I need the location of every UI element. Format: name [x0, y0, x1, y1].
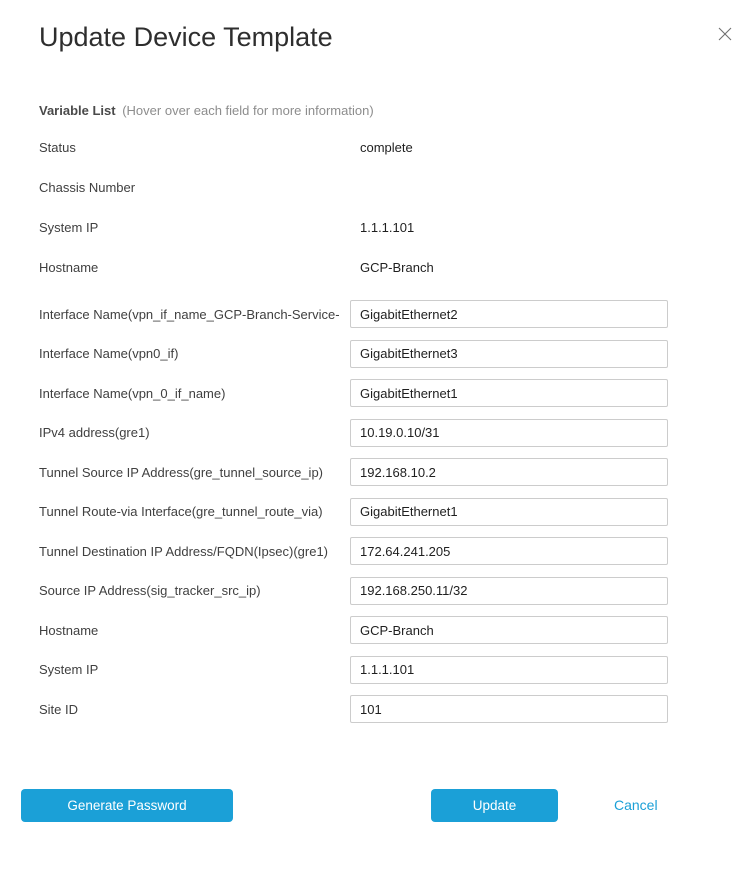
editable-field-list [39, 300, 752, 723]
field-label: Interface Name(vpn_0_if_name) [39, 385, 226, 401]
close-icon-glyph [718, 27, 732, 41]
dialog-content [0, 20, 752, 723]
update-button[interactable]: Update [431, 789, 558, 822]
field-label: Interface Name(vpn_if_name_GCP-Branch-Service- [39, 306, 340, 322]
editable-field-row [39, 300, 752, 328]
field-input[interactable] [350, 537, 668, 565]
field-input[interactable] [350, 656, 668, 684]
field-value: 1.1.1.101 [360, 220, 415, 235]
editable-field-row [39, 537, 752, 565]
editable-field-row [39, 695, 752, 723]
field-value: complete [360, 140, 413, 155]
variable-list-heading: Variable List [39, 103, 116, 118]
field-label: Interface Name(vpn0_if) [39, 346, 179, 361]
editable-field-row [39, 379, 752, 407]
field-input[interactable] [350, 577, 668, 605]
field-input[interactable] [350, 379, 668, 407]
field-label: Hostname [39, 622, 99, 638]
editable-field-row [39, 340, 752, 368]
field-input[interactable] [350, 340, 668, 368]
readonly-field-row [39, 260, 752, 276]
field-label: Tunnel Destination IP Address/FQDN(Ipsec)(gre1) [39, 543, 329, 559]
dialog-title: Update Device Template [39, 22, 333, 52]
field-label: System IP [39, 662, 99, 677]
update-device-template-dialog [0, 20, 752, 885]
field-label: Tunnel Source IP Address(gre_tunnel_source_ip) [39, 464, 324, 480]
field-value [350, 180, 360, 196]
field-input[interactable] [350, 616, 668, 644]
readonly-field-row [39, 140, 752, 156]
field-label: System IP [39, 220, 99, 235]
field-input[interactable] [350, 458, 668, 486]
readonly-field-row [39, 220, 752, 236]
editable-field-row [39, 616, 752, 644]
readonly-field-list [39, 140, 752, 276]
variable-list-note: (Hover over each field for more information) [122, 103, 374, 118]
field-label: Hostname [39, 260, 99, 275]
field-input[interactable] [350, 300, 668, 328]
field-label: Status [39, 140, 76, 155]
dialog-footer [0, 789, 752, 823]
readonly-field-row [39, 180, 752, 196]
field-label: IPv4 address(gre1) [39, 425, 150, 440]
field-label: Source IP Address(sig_tracker_src_ip) [39, 583, 261, 598]
field-label: Chassis Number [39, 180, 136, 195]
cancel-button[interactable]: Cancel [614, 797, 658, 813]
variable-list-header [39, 103, 752, 119]
field-value: GCP-Branch [360, 260, 434, 275]
editable-field-row [39, 419, 752, 447]
field-label: Tunnel Route-via Interface(gre_tunnel_route_via) [39, 504, 323, 519]
field-input[interactable] [350, 695, 668, 723]
close-icon[interactable] [717, 26, 733, 42]
field-input[interactable] [350, 498, 668, 526]
editable-field-row [39, 577, 752, 605]
field-input[interactable] [350, 419, 668, 447]
generate-password-button[interactable]: Generate Password [21, 789, 233, 822]
field-label: Site ID [39, 701, 79, 717]
editable-field-row [39, 458, 752, 486]
editable-field-row [39, 498, 752, 526]
editable-field-row [39, 656, 752, 684]
